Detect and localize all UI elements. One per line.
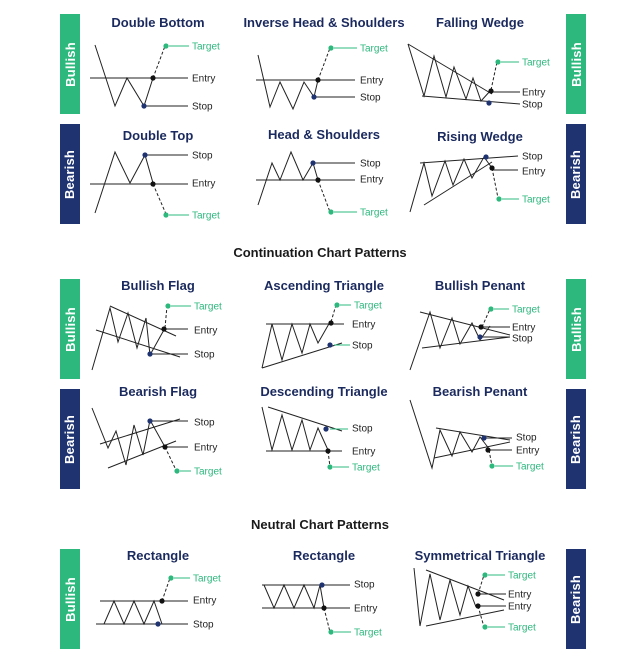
target-dot bbox=[496, 196, 501, 201]
target-dot bbox=[334, 302, 339, 307]
level-label: Entry bbox=[512, 322, 536, 334]
price-line bbox=[262, 322, 330, 368]
projection-line bbox=[165, 306, 167, 328]
price-line bbox=[258, 55, 318, 109]
level-label: Entry bbox=[360, 174, 384, 186]
target-label: Target bbox=[352, 462, 380, 474]
target-dot bbox=[163, 43, 168, 48]
target-label: Target bbox=[512, 304, 540, 316]
projection-line bbox=[153, 184, 166, 214]
level-label: Entry bbox=[360, 75, 384, 87]
entry-dot bbox=[478, 324, 483, 329]
pattern-title-bullish-flag: Bullish Flag bbox=[121, 278, 195, 293]
projection-line bbox=[324, 608, 330, 632]
level-label: Stop bbox=[352, 340, 373, 352]
projection-line bbox=[331, 305, 336, 322]
entry-dot bbox=[488, 88, 493, 93]
stop-dot bbox=[147, 351, 152, 356]
level-label: Entry bbox=[508, 601, 532, 613]
stop-dot bbox=[483, 154, 488, 159]
entry-dot bbox=[315, 177, 320, 182]
pattern-title-bearish-penant: Bearish Penant bbox=[432, 384, 528, 399]
projection-line bbox=[492, 168, 498, 198]
level-label: Entry bbox=[193, 595, 217, 607]
level-label: Entry bbox=[192, 178, 216, 190]
projection-line bbox=[165, 447, 176, 470]
entry-dot bbox=[475, 603, 480, 608]
target-dot bbox=[328, 629, 333, 634]
resistance-line bbox=[268, 407, 342, 431]
stop-dot bbox=[477, 334, 482, 339]
entry-dot bbox=[328, 320, 333, 325]
projection-line bbox=[478, 606, 484, 627]
level-label: Stop bbox=[512, 333, 533, 345]
price-line bbox=[95, 45, 153, 106]
level-label: Entry bbox=[194, 325, 218, 337]
bearish-tab-label: Bearish bbox=[568, 574, 584, 624]
bullish-tab-label: Bullish bbox=[62, 576, 78, 622]
level-label: Stop bbox=[192, 101, 213, 113]
level-label: Entry bbox=[522, 166, 546, 178]
pattern-title-bullish-penant: Bullish Penant bbox=[434, 278, 526, 293]
projection-line bbox=[318, 180, 330, 212]
price-line bbox=[410, 157, 492, 212]
section-heading-continuation: Continuation Chart Patterns bbox=[233, 245, 407, 260]
bearish-tab-label: Bearish bbox=[62, 414, 78, 464]
entry-dot bbox=[325, 448, 330, 453]
level-label: Stop bbox=[360, 158, 381, 170]
stop-dot bbox=[311, 94, 316, 99]
target-dot bbox=[174, 468, 179, 473]
level-label: Stop bbox=[352, 423, 373, 435]
projection-line bbox=[482, 309, 490, 327]
target-dot bbox=[328, 45, 333, 50]
target-label: Target bbox=[508, 622, 536, 634]
lower-trendline bbox=[422, 337, 510, 348]
target-label: Target bbox=[192, 210, 220, 222]
target-dot bbox=[489, 463, 494, 468]
target-dot bbox=[482, 624, 487, 629]
price-line bbox=[264, 585, 324, 608]
target-label: Target bbox=[194, 466, 222, 478]
price-line bbox=[408, 44, 491, 101]
target-label: Target bbox=[522, 57, 550, 69]
stop-dot bbox=[486, 100, 491, 105]
projection-line bbox=[318, 48, 330, 80]
entry-dot bbox=[315, 77, 320, 82]
stop-dot bbox=[310, 160, 315, 165]
stop-dot bbox=[327, 342, 332, 347]
target-label: Target bbox=[354, 627, 382, 639]
level-label: Stop bbox=[516, 432, 537, 444]
pattern-title-ascending-triangle: Ascending Triangle bbox=[264, 278, 384, 293]
level-label: Stop bbox=[194, 417, 215, 429]
target-label: Target bbox=[354, 300, 382, 312]
stop-dot bbox=[147, 418, 152, 423]
level-label: Stop bbox=[194, 349, 215, 361]
target-dot bbox=[495, 59, 500, 64]
stop-dot bbox=[155, 621, 160, 626]
bearish-tab-label: Bearish bbox=[568, 149, 584, 199]
pattern-title-rectangle-bearish: Rectangle bbox=[292, 548, 356, 563]
level-label: Entry bbox=[354, 603, 378, 615]
price-line bbox=[410, 400, 490, 468]
price-line bbox=[95, 152, 153, 213]
lower-trendline bbox=[424, 162, 492, 205]
stop-dot bbox=[323, 426, 328, 431]
level-label: Stop bbox=[522, 99, 543, 111]
target-dot bbox=[165, 303, 170, 308]
level-label: Stop bbox=[354, 579, 375, 591]
target-dot bbox=[163, 212, 168, 217]
target-label: Target bbox=[516, 461, 544, 473]
target-label: Target bbox=[360, 207, 388, 219]
projection-line bbox=[153, 46, 165, 78]
pattern-title-symmetrical-triangle: Symmetrical Triangle bbox=[414, 548, 546, 563]
upper-trendline bbox=[420, 156, 518, 163]
price-line bbox=[258, 152, 318, 205]
stop-dot bbox=[142, 152, 147, 157]
price-line bbox=[92, 408, 165, 465]
stop-dot bbox=[481, 435, 486, 440]
stop-dot bbox=[141, 103, 146, 108]
target-label: Target bbox=[522, 194, 550, 206]
entry-dot bbox=[161, 326, 166, 331]
pattern-title-head-shoulders: Head & Shoulders bbox=[268, 127, 380, 142]
entry-dot bbox=[485, 447, 490, 452]
lower-flag-line bbox=[96, 330, 180, 357]
target-label: Target bbox=[194, 301, 222, 313]
level-label: Entry bbox=[194, 442, 218, 454]
entry-dot bbox=[475, 591, 480, 596]
pattern-title-double-top: Double Top bbox=[122, 128, 194, 143]
pattern-title-double-bottom: Double Bottom bbox=[111, 15, 205, 30]
target-label: Target bbox=[192, 41, 220, 53]
price-line bbox=[92, 308, 165, 370]
pattern-title-rising-wedge: Rising Wedge bbox=[437, 129, 523, 144]
level-label: Entry bbox=[522, 87, 546, 99]
section-heading-neutral: Neutral Chart Patterns bbox=[251, 517, 389, 532]
level-label: Entry bbox=[352, 319, 376, 331]
target-dot bbox=[328, 209, 333, 214]
pattern-title-falling-wedge: Falling Wedge bbox=[436, 15, 524, 30]
level-label: Stop bbox=[192, 150, 213, 162]
price-line bbox=[104, 601, 162, 624]
level-label: Entry bbox=[516, 445, 540, 457]
target-dot bbox=[168, 575, 173, 580]
entry-dot bbox=[489, 165, 494, 170]
bullish-tab-label: Bullish bbox=[568, 306, 584, 352]
level-label: Entry bbox=[352, 446, 376, 458]
pattern-title-rectangle-bullish: Rectangle bbox=[126, 548, 190, 563]
target-dot bbox=[482, 572, 487, 577]
price-line bbox=[262, 407, 328, 450]
level-label: Stop bbox=[522, 151, 543, 163]
bearish-tab-label: Bearish bbox=[568, 414, 584, 464]
bullish-tab-label: Bullish bbox=[568, 41, 584, 87]
projection-line bbox=[491, 62, 497, 90]
entry-dot bbox=[321, 605, 326, 610]
entry-dot bbox=[159, 598, 164, 603]
entry-dot bbox=[150, 75, 155, 80]
stop-dot bbox=[319, 582, 324, 587]
pattern-title-bearish-flag: Bearish Flag bbox=[118, 384, 198, 399]
bearish-tab-label: Bearish bbox=[62, 149, 78, 199]
target-dot bbox=[327, 464, 332, 469]
entry-dot bbox=[162, 444, 167, 449]
level-label: Stop bbox=[193, 619, 214, 631]
lower-trendline bbox=[422, 96, 520, 104]
upper-flag-line bbox=[100, 419, 180, 444]
target-label: Target bbox=[360, 43, 388, 55]
level-label: Stop bbox=[360, 92, 381, 104]
lower-trendline bbox=[426, 610, 504, 626]
projection-line bbox=[162, 578, 170, 601]
bullish-tab-label: Bullish bbox=[62, 306, 78, 352]
target-label: Target bbox=[193, 573, 221, 585]
bullish-tab-label: Bullish bbox=[62, 41, 78, 87]
entry-dot bbox=[150, 181, 155, 186]
pattern-title-descending-triangle: Descending Triangle bbox=[260, 384, 388, 399]
target-label: Target bbox=[508, 570, 536, 582]
level-label: Entry bbox=[508, 589, 532, 601]
target-dot bbox=[488, 306, 493, 311]
level-label: Entry bbox=[192, 73, 216, 85]
pattern-title-inverse-head-shoulders: Inverse Head & Shoulders bbox=[243, 15, 405, 30]
